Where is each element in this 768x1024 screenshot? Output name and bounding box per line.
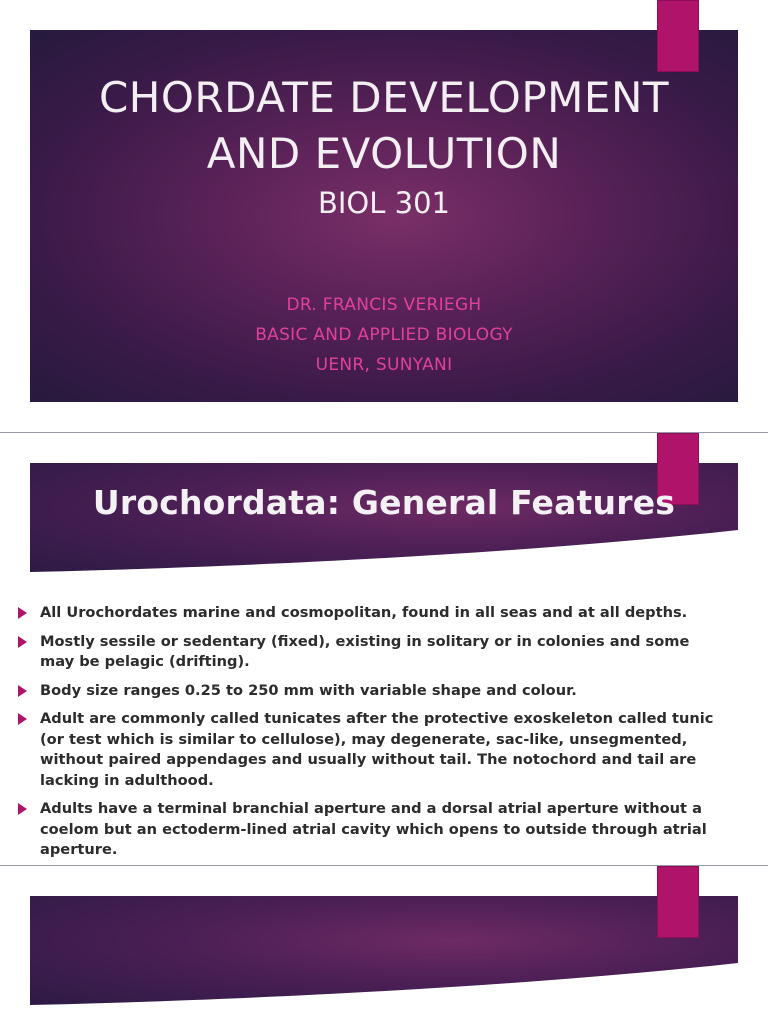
banner-curve <box>30 516 738 576</box>
slide-title <box>30 70 738 182</box>
author-department: BASIC AND APPLIED BIOLOGY <box>255 325 513 345</box>
slide-heading: Urochordata: General Features <box>92 483 676 522</box>
list-item: All Urochordates marine and cosmopolitan, found in all seas and at all depths. <box>16 603 726 624</box>
list-item: Body size ranges 0.25 to 250 mm with variable shape and colour. <box>16 681 726 702</box>
bullet-arrow-icon <box>18 636 27 648</box>
list-item: Adult are commonly called tunicates after the protective exoskeleton called tunic (or test which is similar to cellulose), may degenerate, sac-like, unsegmented, without paired appendages and usually without tail. The notochord and tail are lacking in adulthood. <box>16 709 726 791</box>
title-line-2: AND EVOLUTION <box>206 129 562 178</box>
bullet-arrow-icon <box>18 685 27 697</box>
bullet-list <box>16 603 726 865</box>
author-institution: UENR, SUNYANI <box>315 355 453 375</box>
heading-banner <box>30 896 738 1008</box>
title-line-1: CHORDATE DEVELOPMENT <box>98 73 670 122</box>
next-slide <box>0 866 768 1024</box>
title-slide <box>0 0 768 432</box>
list-item: Adults have a terminal branchial aperture and a dorsal atrial aperture without a coelom but an ectoderm-lined atrial cavity which opens to outside through atrial aperture. <box>16 799 726 861</box>
author-block <box>30 290 738 380</box>
author-name: DR. FRANCIS VERIEGH <box>286 295 482 315</box>
content-slide <box>0 433 768 865</box>
course-code: BIOL 301 <box>317 186 450 220</box>
banner-curve <box>30 949 738 1009</box>
list-item: Mostly sessile or sedentary (fixed), existing in solitary or in colonies and some may be pelagic (drifting). <box>16 632 726 673</box>
bullet-arrow-icon <box>18 803 27 815</box>
bullet-arrow-icon <box>18 607 27 619</box>
bullet-arrow-icon <box>18 713 27 725</box>
accent-bar <box>657 866 699 938</box>
accent-bar <box>657 0 699 72</box>
